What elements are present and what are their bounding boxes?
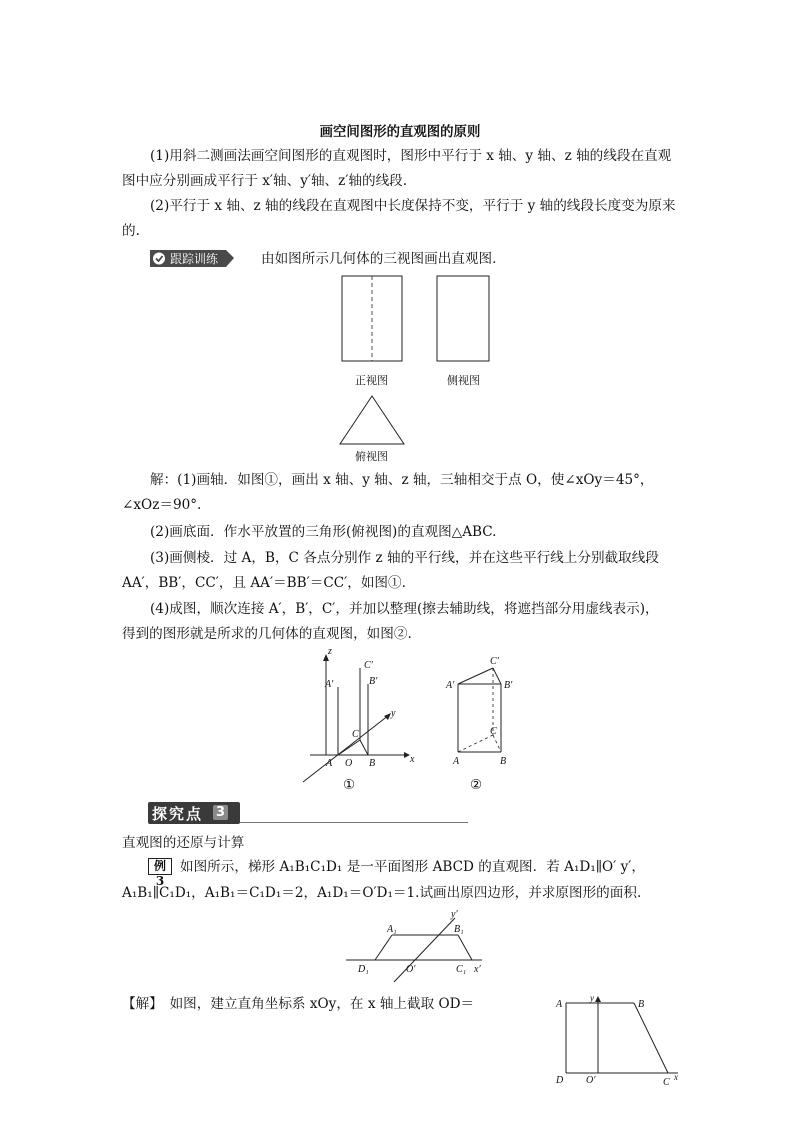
- rule-2-line-1: (2)平行于 x 轴、z 轴的线段在直观图中长度保持不变，平行于 y 轴的线段长度变为原来: [150, 198, 676, 214]
- fig1-A1p-label: A′: [325, 679, 334, 690]
- exercise-prompt: 由如图所示几何体的三视图画出直观图.: [261, 251, 497, 267]
- fig1-y-label: y: [391, 708, 396, 719]
- fig1-B-label: B: [369, 758, 376, 769]
- example-3-line-1: 如图所示，梯形 A₁B₁C₁D₁ 是一平面图形 ABCD 的直观图．若 A₁D₁∥O′ y′，: [180, 859, 645, 875]
- figure-2-label: ②: [470, 777, 483, 793]
- fig1-C-label: C: [352, 729, 359, 740]
- fig1-O-label: O: [345, 758, 353, 769]
- top-view-caption: 俯视图: [355, 450, 388, 463]
- figure-1-label: ①: [343, 777, 356, 793]
- side-view-caption: 侧视图: [447, 374, 480, 387]
- fig2-C1p-label: C′: [490, 656, 499, 667]
- answer-label-C: C: [663, 1077, 670, 1088]
- answer-label-B: B: [638, 999, 645, 1010]
- explore-point-label: 探究点: [152, 805, 204, 823]
- label-D1: D₁: [358, 964, 369, 975]
- section-title: 画空间图形的直观图的原则: [319, 124, 481, 140]
- explore-point-number: 3: [213, 805, 228, 820]
- label-xprime: x′: [474, 964, 481, 975]
- answer-label-y: y: [590, 993, 594, 1003]
- solution-step-1-line-1: 解：(1)画轴．如图①，画出 x 轴、y 轴、z 轴，三轴相交于点 O，使∠xOy＝45°，: [150, 472, 654, 488]
- answer-label-D: D: [556, 1075, 564, 1086]
- answer-label-x: x: [674, 1072, 678, 1082]
- example-3-line-2: A₁B₁∥C₁D₁，A₁B₁＝C₁D₁＝2，A₁D₁＝O′D₁＝1.试画出原四边形，并求原图形的面积.: [122, 885, 642, 901]
- front-view-caption: 正视图: [355, 374, 388, 387]
- fig1-A-label: A: [326, 758, 333, 769]
- label-yprime: y′: [451, 909, 458, 920]
- answer-head: 【解】 如图，建立直角坐标系 xOy，在 x 轴上截取 OD＝: [122, 996, 475, 1012]
- fig2-B1p-label: B′: [504, 680, 513, 691]
- rule-2-line-2: 的.: [122, 223, 140, 239]
- solution-step-1-line-2: ∠xOz＝90°.: [122, 497, 202, 513]
- solution-step-4-line-1: (4)成图，顺次连接 A′，B′，C′，并加以整理(擦去辅助线，将遮挡部分用虚线表示)，: [150, 601, 659, 617]
- solution-step-2: (2)画底面．作水平放置的三角形(俯视图)的直观图△ABC.: [150, 524, 497, 540]
- label-B1: B₁: [454, 924, 464, 935]
- badge-label: 跟踪训练: [170, 252, 219, 266]
- label-A1: A₁: [387, 924, 397, 935]
- fig2-A-label: A: [453, 756, 460, 767]
- example-3-tag: 例 3: [148, 858, 172, 875]
- rule-1-line-2: 图中应分别画成平行于 x′轴、y′轴、z′轴的线段.: [122, 173, 408, 189]
- answer-label-A: A: [556, 999, 563, 1010]
- fig2-A1p-label: A′: [446, 680, 455, 691]
- rule-1-line-1: (1)用斜二测画法画空间图形的直观图时，图形中平行于 x 轴、y 轴、z 轴的线段在直观: [150, 148, 672, 164]
- solution-step-3-line-1: (3)画侧棱．过 A，B，C 各点分别作 z 轴的平行线，并在这些平行线上分别截取线段: [150, 550, 659, 566]
- fig2-C-label: C: [490, 726, 497, 737]
- fig1-C1p-label: C′: [364, 660, 373, 671]
- explore-point-subtitle: 直观图的还原与计算: [122, 835, 245, 851]
- label-C1: C₁: [456, 964, 467, 975]
- solution-step-3-line-2: AA′，BB′，CC′，且 AA′＝BB′＝CC′，如图①.: [122, 575, 406, 591]
- label-Oprime: O′: [406, 964, 416, 975]
- fig2-B-label: B: [500, 756, 507, 767]
- fig1-x-label: x: [410, 754, 415, 765]
- solution-step-4-line-2: 得到的图形就是所求的几何体的直观图，如图②.: [122, 626, 412, 642]
- fig1-z-label: z: [328, 646, 332, 657]
- fig1-B1p-label: B′: [369, 676, 378, 687]
- answer-label-O: O′: [586, 1075, 596, 1086]
